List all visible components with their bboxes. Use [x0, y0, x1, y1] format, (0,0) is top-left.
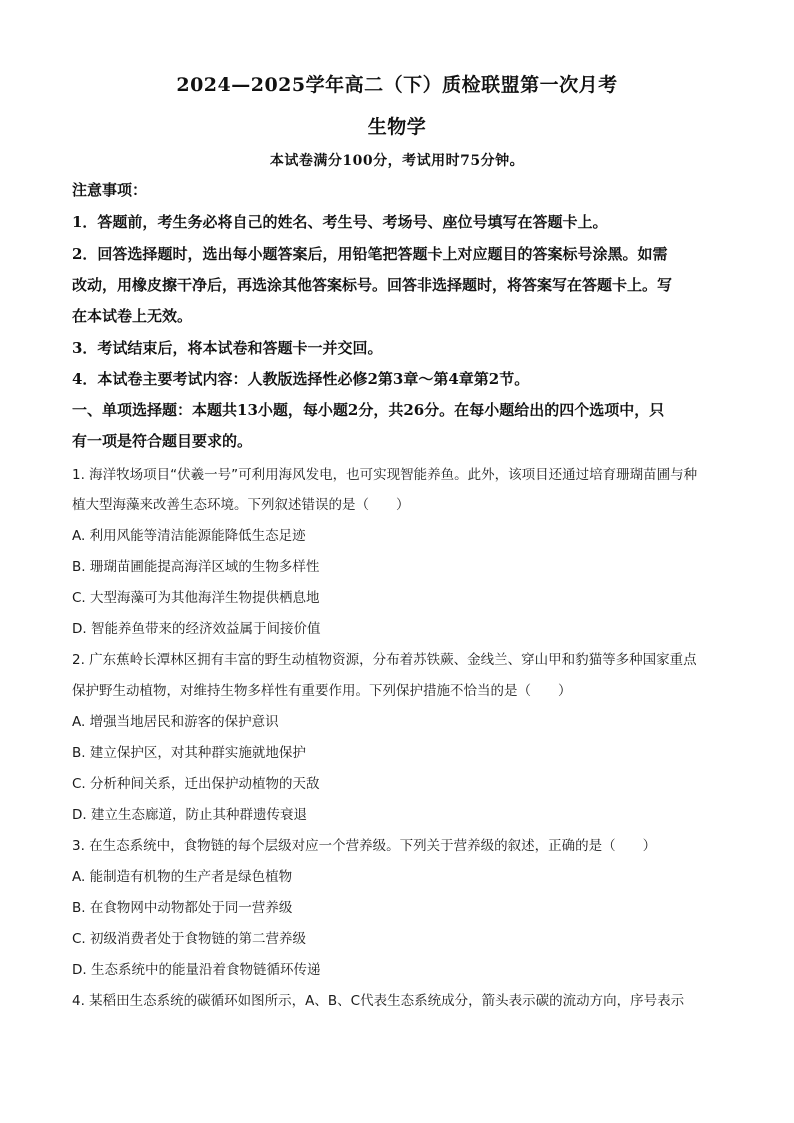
question-1-option-d: D. 智能养鱼带来的经济效益属于间接价值: [72, 621, 321, 637]
notice-line: 1．答题前，考生务必将自己的姓名、考生号、考场号、座位号填写在答题卡上。: [72, 213, 608, 231]
question-1-stem: 1. 海洋牧场项目“伏羲一号”可利用海风发电，也可实现智能养鱼。此外，该项目还通过培育珊瑚苗圃与种: [72, 467, 698, 483]
question-2-option-c: C. 分析种间关系，迁出保护动植物的天敌: [72, 776, 320, 792]
question-2-option-d: D. 建立生态廊道，防止其种群遗传衰退: [72, 807, 307, 823]
question-2-option-b: B. 建立保护区，对其种群实施就地保护: [72, 745, 306, 761]
notice-line: 2．回答选择题时，选出每小题答案后，用铅笔把答题卡上对应题目的答案标号涂黑。如需: [72, 245, 668, 263]
notice-heading: 注意事项：: [72, 181, 148, 199]
notice-line: 改动，用橡皮擦干净后，再选涂其他答案标号。回答非选择题时，将答案写在答题卡上。写: [72, 276, 673, 294]
question-3-option-b: B. 在食物网中动物都处于同一营养级: [72, 900, 293, 916]
question-1-option-c: C. 大型海藻可为其他海洋生物提供栖息地: [72, 590, 320, 606]
question-3-option-a: A. 能制造有机物的生产者是绿色植物: [72, 869, 293, 885]
question-2-option-a: A. 增强当地居民和游客的保护意识: [72, 714, 279, 730]
notice-line: 在本试卷上无效。: [72, 307, 193, 325]
question-1-option-b: B. 珊瑚苗圃能提高海洋区域的生物多样性: [72, 559, 320, 575]
question-1-option-a: A. 利用风能等清洁能源能降低生态足迹: [72, 528, 306, 544]
subject-title: 生物学: [367, 116, 427, 138]
section-heading: 一、单项选择题：本题共13小题，每小题2分，共26分。在每小题给出的四个选项中，只: [72, 401, 665, 419]
section-heading: 有一项是符合题目要求的。: [72, 432, 253, 450]
notice-line: 4．本试卷主要考试内容：人教版选择性必修2第3章～第4章第2节。: [72, 370, 530, 388]
question-4-stem: 4. 某稻田生态系统的碳循环如图所示，A、B、C代表生态系统成分，箭头表示碳的流动方向，序号表示: [72, 993, 685, 1009]
question-2-stem: 保护野生动植物，对维持生物多样性有重要作用。下列保护措施不恰当的是（ ）: [72, 683, 572, 699]
question-3-option-c: C. 初级消费者处于食物链的第二营养级: [72, 931, 307, 947]
exam-info: 本试卷满分100分，考试用时75分钟。: [269, 153, 525, 169]
question-3-stem: 3. 在生态系统中，食物链的每个层级对应一个营养级。下列关于营养级的叙述，正确的是（ ）: [72, 838, 657, 854]
question-2-stem: 2. 广东蕉岭长潭林区拥有丰富的野生动植物资源，分布着苏铁蕨、金线兰、穿山甲和豹猫等多种国家重点: [72, 652, 697, 668]
notice-line: 3．考试结束后，将本试卷和答题卡一并交回。: [72, 339, 383, 357]
exam-title: 2024—2025学年高二（下）质检联盟第一次月考: [176, 74, 618, 96]
question-3-option-d: D. 生态系统中的能量沿着食物链循环传递: [72, 962, 321, 978]
question-1-stem: 植大型海藻来改善生态环境。下列叙述错误的是（ ）: [72, 497, 410, 513]
